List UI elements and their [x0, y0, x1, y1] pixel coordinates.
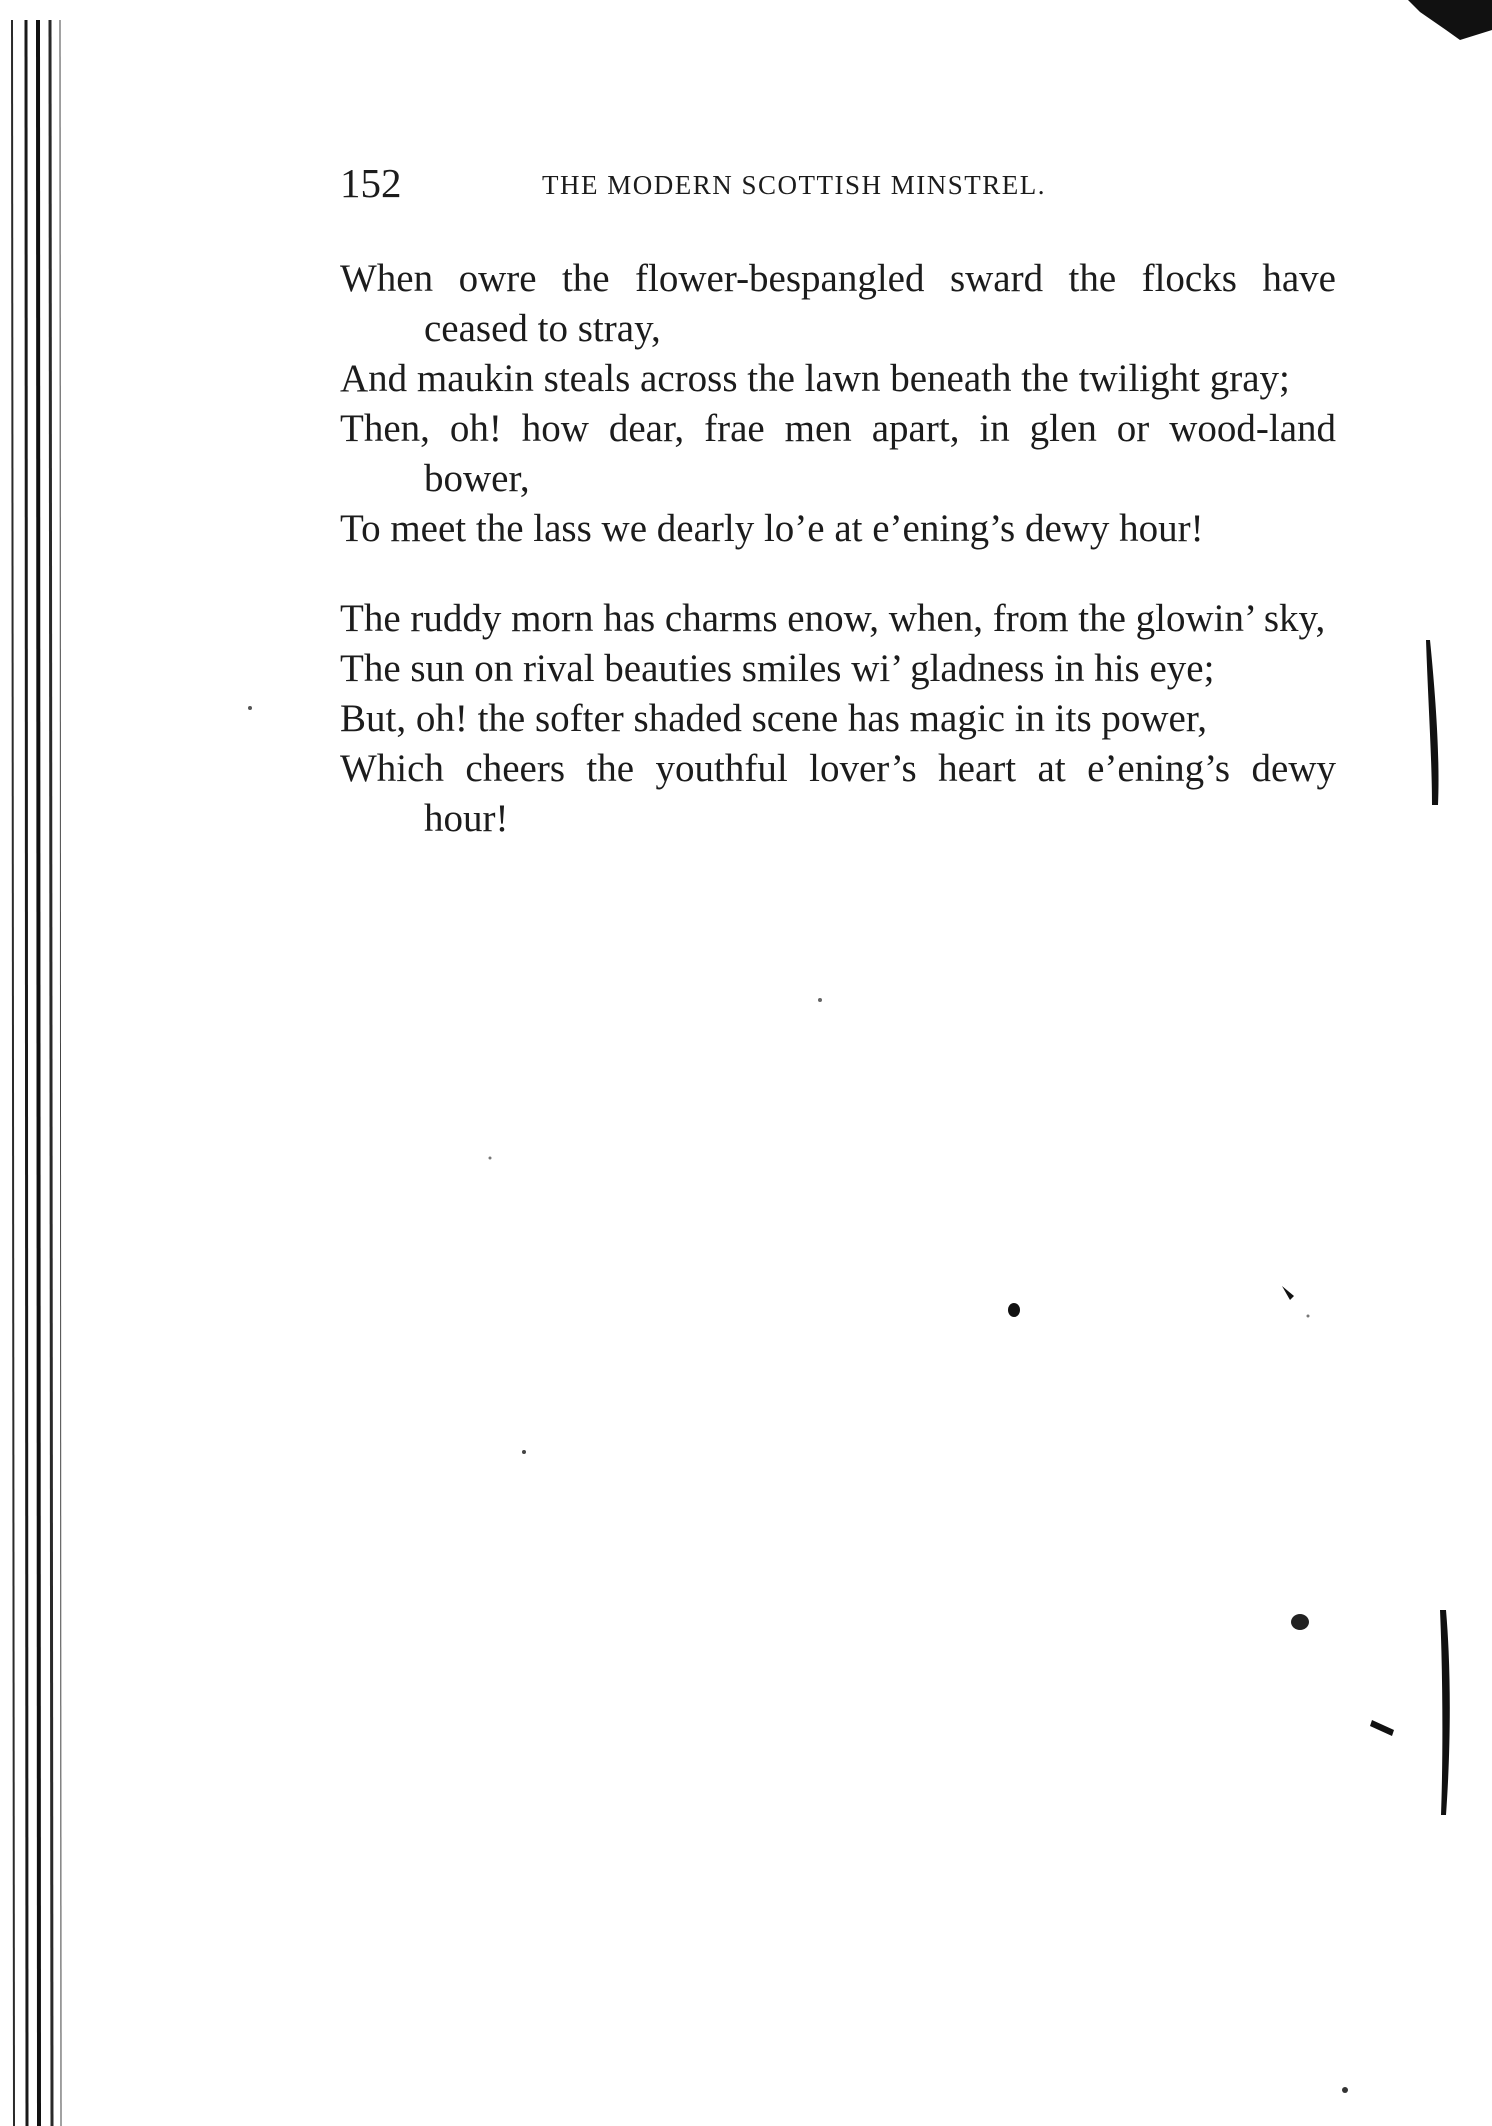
ink-speck [1291, 1614, 1309, 1630]
verse-line: To meet the lass we dearly lo’e at e’ening’s dewy hour! [340, 507, 1204, 550]
ink-speck [1008, 1303, 1020, 1317]
right-edge-mark [1426, 640, 1439, 805]
verse-line: When owre the flower-bespangled sward the flocks have ceased to stray, [340, 257, 1336, 350]
verse-line: Then, oh! how dear, frae men apart, in glen or wood-land bower, [340, 407, 1336, 500]
verse-line: The ruddy morn has charms enow, when, from the glowin’ sky, [340, 597, 1326, 640]
page-header [340, 158, 1340, 208]
stanza-2 [340, 594, 1336, 844]
page-number: 152 [340, 160, 402, 206]
corner-ink-blot [1408, 0, 1492, 40]
verse-line: Which cheers the youthful lover’s heart at e’ening’s dewy hour! [340, 747, 1336, 840]
verse-line: The sun on rival beauties smiles wi’ gladness in his eye; [340, 647, 1215, 690]
poem-body [340, 254, 1336, 844]
right-edge-mark [1440, 1610, 1450, 1815]
running-title: THE MODERN SCOTTISH MINSTREL. [542, 170, 1047, 200]
verse-line: But, oh! the softer shaded scene has magic in its power, [340, 697, 1208, 740]
stanza-1 [340, 254, 1336, 554]
ink-speck [1282, 1286, 1294, 1300]
ink-speck [1370, 1720, 1394, 1736]
book-binding-edge [0, 20, 70, 2126]
verse-line: And maukin steals across the lawn beneath the twilight gray; [340, 357, 1290, 400]
